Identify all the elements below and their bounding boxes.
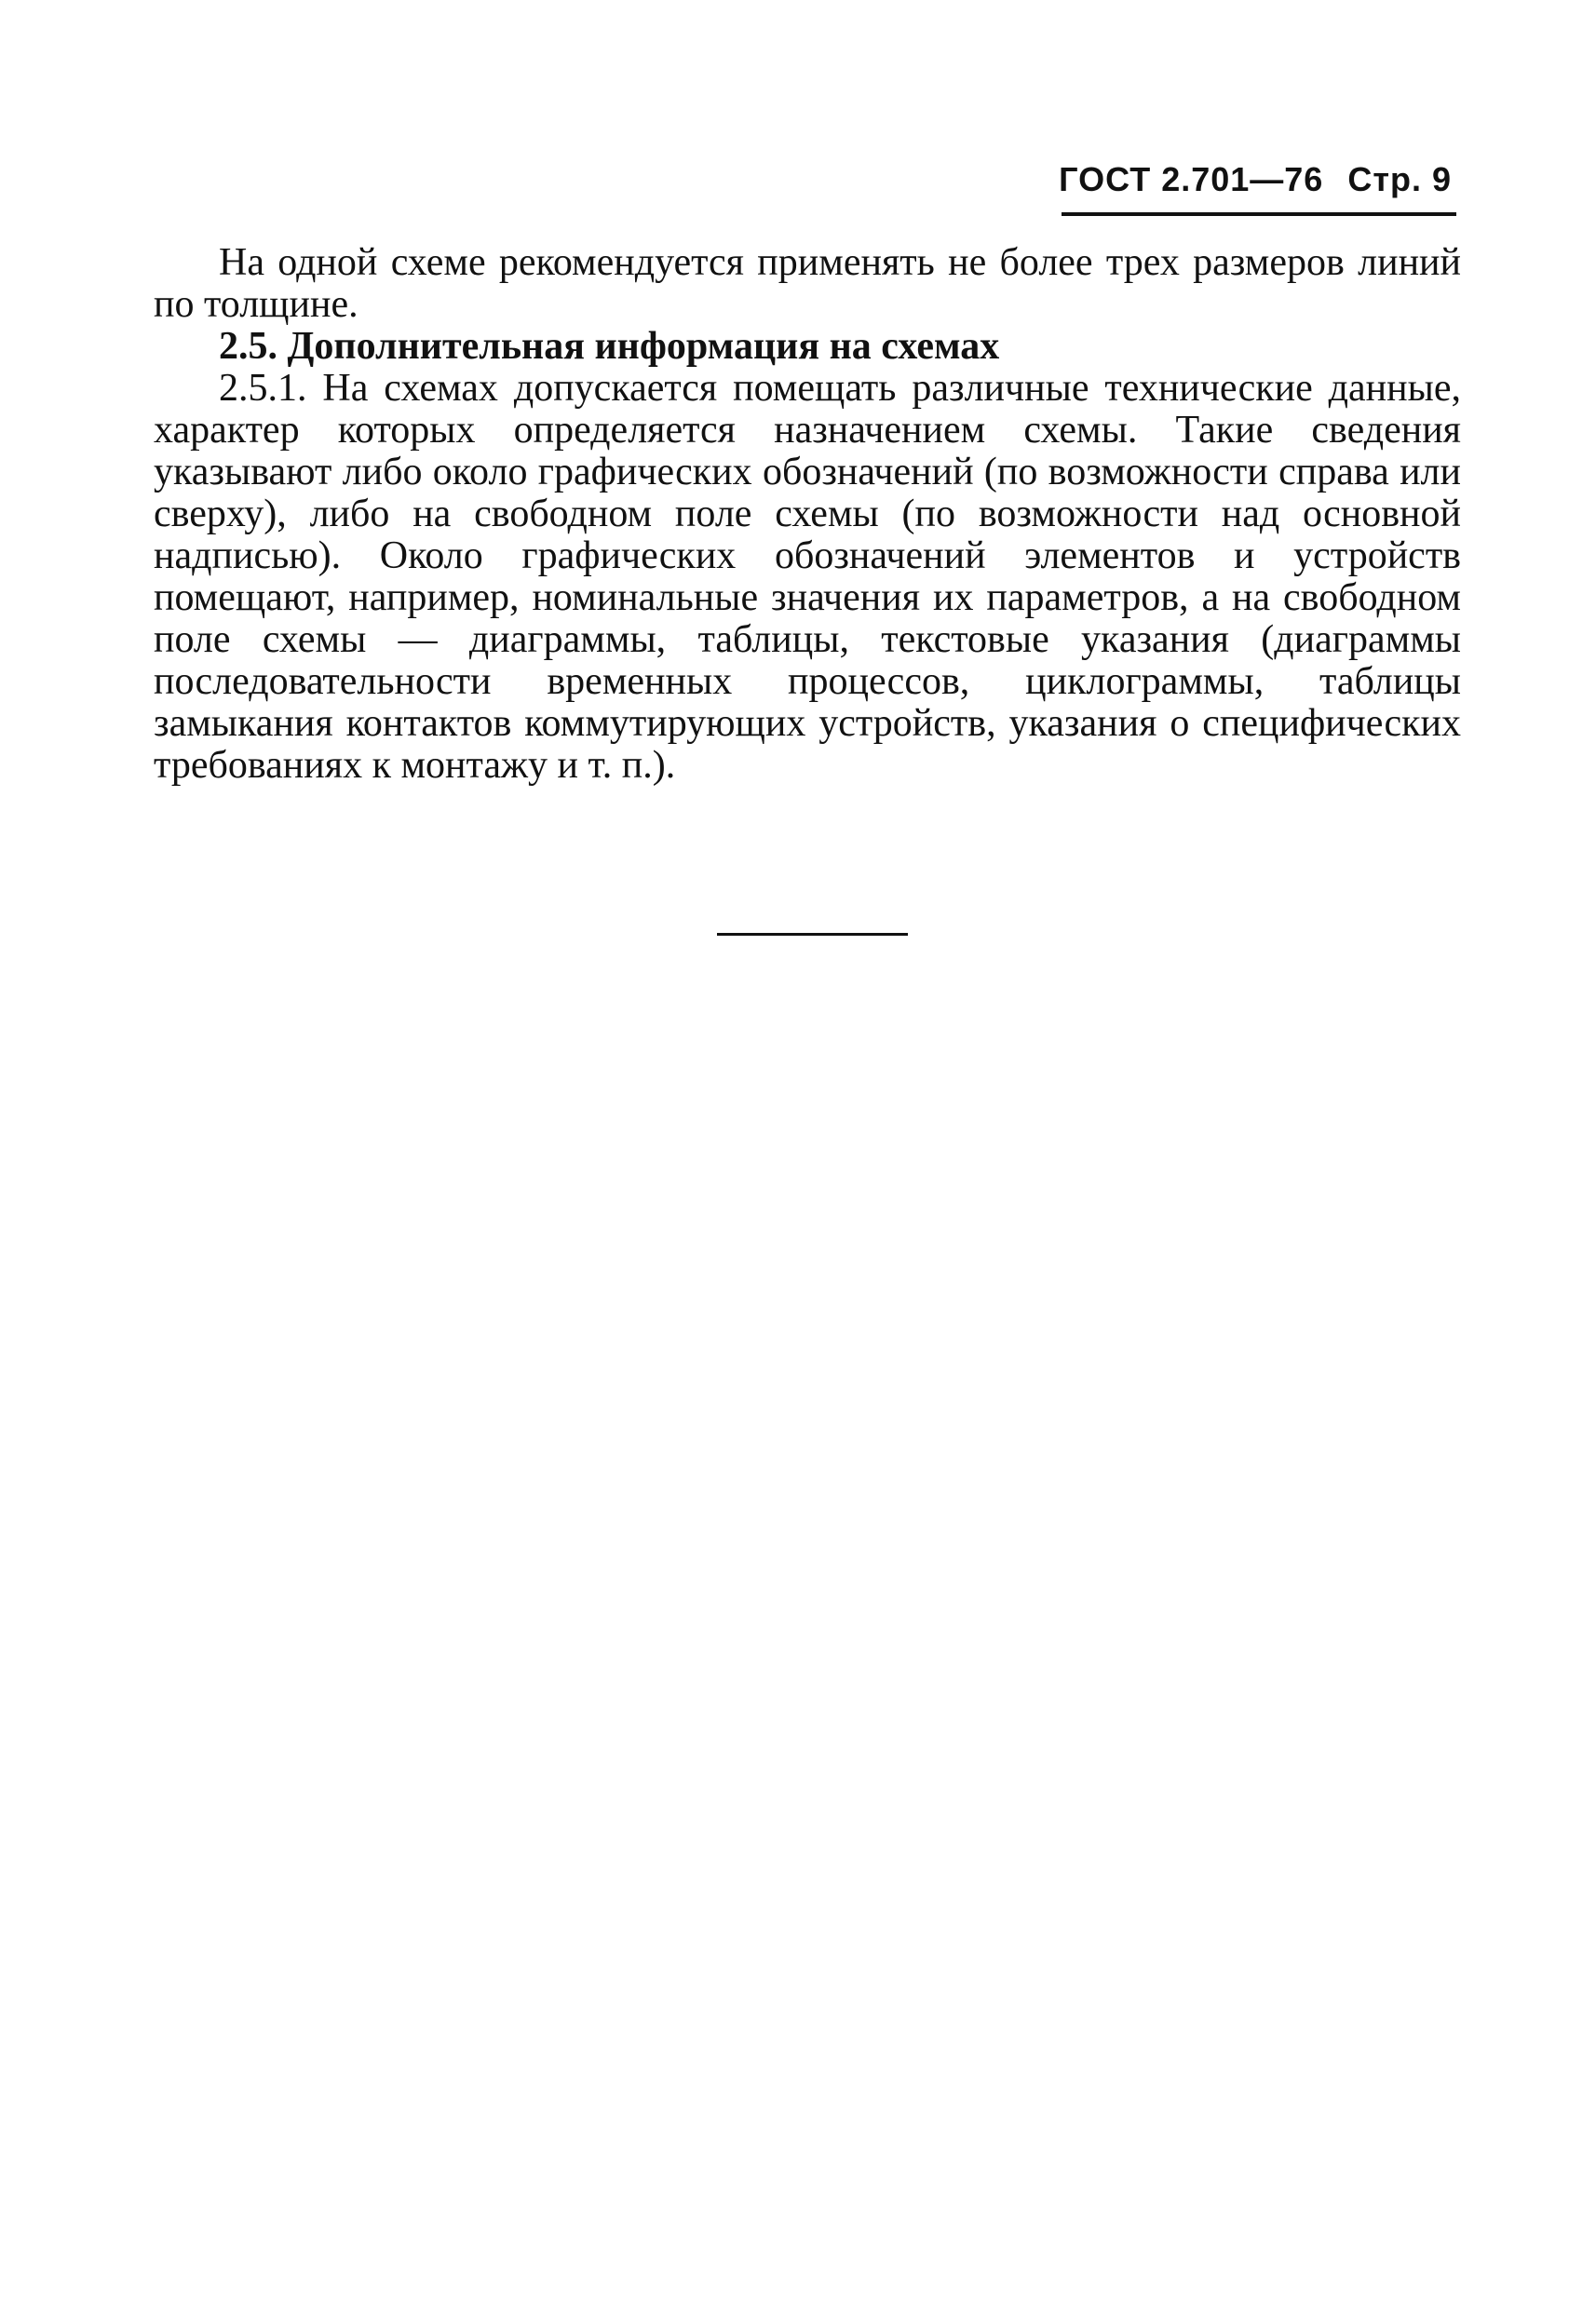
header-rule (1062, 212, 1456, 216)
page-header (1059, 160, 1452, 199)
end-rule (717, 933, 908, 936)
paragraph-line-thickness: На одной схеме рекомендуется применять не более трех размеров линий по толщине. (154, 241, 1461, 326)
document-body (154, 242, 1461, 787)
standard-number: ГОСТ 2.701—76 (1059, 160, 1324, 198)
page-number: Стр. 9 (1347, 160, 1452, 198)
paragraph-additional-info: 2.5.1. На схемах допускается помещать различные технические данные, характер которых определяется назначением схемы. Такие сведения указывают либо около графических обозначений (по возможности справа или сверху), либо на свободном поле схемы (по возможности над основной надписью). Около графических обозначений элементов и устройств помещают, например, номинальные значения их параметров, а на свободном поле схемы — диаграммы, таблицы, текстовые указания (диаграммы последовательности временных процессов, циклограммы, таблицы замыкания контактов коммутирующих устройств, указания о специфических требованиях к монтажу и т. п.). (154, 367, 1461, 787)
section-heading: 2.5. Дополнительная информация на схемах (219, 325, 1000, 368)
